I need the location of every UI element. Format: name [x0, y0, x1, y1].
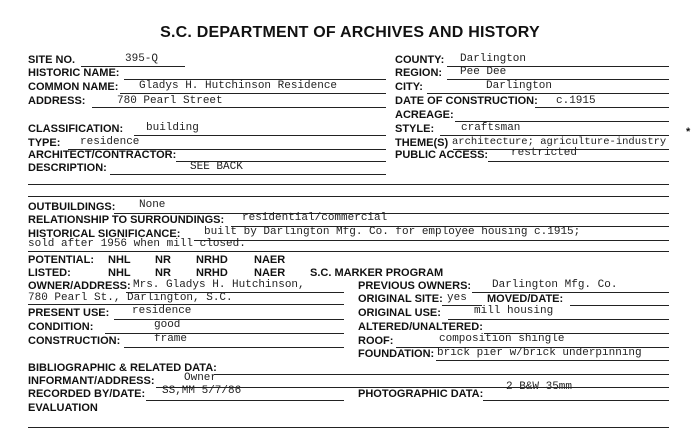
outbuildings-label: OUTBUILDINGS:	[28, 201, 116, 213]
marker-program-label: S.C. MARKER PROGRAM	[310, 267, 444, 279]
historical-significance-line	[194, 240, 669, 241]
previous-owners-label: PREVIOUS OWNERS:	[358, 280, 472, 292]
construction-label: CONSTRUCTION:	[28, 335, 121, 347]
altered-label: ALTERED/UNALTERED:	[358, 321, 483, 333]
description-value: SEE BACK	[190, 161, 243, 173]
listed-nhl: NHL	[108, 267, 131, 279]
date-construction-value: c.1915	[556, 95, 596, 107]
style-value: craftsman	[461, 122, 521, 134]
form-title: S.C. DEPARTMENT OF ARCHIVES AND HISTORY	[160, 24, 540, 41]
listed-nr: NR	[155, 267, 171, 279]
outbuildings-value: None	[139, 199, 166, 211]
historic-name-label: HISTORIC NAME:	[28, 67, 120, 79]
photographic-value: 2 B&W 35mm	[506, 381, 573, 393]
county-value: Darlington	[460, 53, 527, 65]
type-label: TYPE:	[28, 137, 61, 149]
owner-address-value-2: 780 Pearl St., Darlington, S.C.	[28, 292, 233, 304]
roof-value: composition shingle	[439, 333, 565, 345]
bibliographic-line	[214, 374, 669, 375]
owner-address-label: OWNER/ADDRESS:	[28, 280, 131, 292]
present-use-line	[114, 319, 344, 320]
photographic-line	[483, 400, 669, 401]
relationship-label: RELATIONSHIP TO SURROUNDINGS:	[28, 214, 225, 226]
public-access-label: PUBLIC ACCESS:	[395, 149, 489, 161]
public-access-value: restricted	[511, 147, 578, 159]
informant-label: INFORMANT/ADDRESS:	[28, 375, 155, 387]
previous-owners-value: Darlington Mfg. Co.	[492, 279, 618, 291]
photographic-label: PHOTOGRAPHIC DATA:	[358, 388, 484, 400]
themes-value: architecture; agriculture-industry	[452, 136, 667, 148]
construction-value: frame	[154, 333, 188, 345]
recorded-label: RECORDED BY/DATE:	[28, 388, 146, 400]
listed-nrhd: NRHD	[196, 267, 228, 279]
city-label: CITY:	[395, 81, 423, 93]
city-line	[427, 93, 669, 94]
roof-label: ROOF:	[358, 335, 394, 347]
type-value: residence	[80, 136, 140, 148]
description-blank-line-1	[28, 184, 669, 185]
style-label: STYLE:	[395, 123, 435, 135]
region-line	[447, 79, 669, 80]
condition-value: good	[154, 319, 181, 331]
section-divider	[28, 251, 669, 252]
original-use-value: mill housing	[474, 305, 554, 317]
condition-label: CONDITION:	[28, 321, 94, 333]
recorded-line	[146, 400, 344, 401]
historical-significance-label: HISTORICAL SIGNIFICANCE:	[28, 228, 181, 240]
historical-significance-value-2: sold after 1956 when mill closed.	[28, 238, 246, 250]
classification-line	[134, 135, 386, 136]
public-access-line	[488, 161, 669, 162]
potential-nr: NR	[155, 254, 171, 266]
foundation-value: brick pier w/brick underpinning	[437, 347, 642, 359]
potential-naer: NAER	[254, 254, 286, 266]
potential-nrhd: NRHD	[196, 254, 228, 266]
common-name-label: COMMON NAME:	[28, 81, 119, 93]
condition-line	[105, 333, 344, 334]
recorded-value: SS,MM 5/7/86	[162, 385, 242, 397]
date-construction-label: DATE OF CONSTRUCTION:	[395, 95, 538, 107]
original-site-label: ORIGINAL SITE:	[358, 293, 443, 305]
city-value: Darlington	[486, 80, 553, 92]
owner-address-value-1: Mrs. Gladys H. Hutchinson,	[133, 279, 305, 291]
relationship-value: residential/commercial	[242, 212, 388, 224]
present-use-label: PRESENT USE:	[28, 307, 110, 319]
address-value: 780 Pearl Street	[117, 95, 223, 107]
description-line	[110, 174, 386, 175]
informant-value: Owner	[184, 372, 218, 384]
listed-naer: NAER	[254, 267, 286, 279]
moved-date-line	[570, 305, 669, 306]
county-label: COUNTY:	[395, 54, 445, 66]
original-use-label: ORIGINAL USE:	[358, 307, 441, 319]
bibliographic-label: BIBLIOGRAPHIC & RELATED DATA:	[28, 362, 217, 374]
common-name-line	[120, 93, 386, 94]
address-label: ADDRESS:	[28, 95, 86, 107]
evaluation-line	[28, 427, 669, 428]
historical-significance-value-1: built by Darlington Mfg. Co. for employee housing c.1915;	[204, 226, 581, 238]
themes-asterisk: *	[686, 126, 691, 138]
potential-label: POTENTIAL:	[28, 254, 94, 266]
description-label: DESCRIPTION:	[28, 162, 107, 174]
evaluation-label: EVALUATION	[28, 402, 98, 414]
present-use-value: residence	[132, 305, 192, 317]
region-value: Pee Dee	[460, 66, 507, 78]
architect-label: ARCHITECT/CONTRACTOR:	[28, 149, 177, 161]
original-site-value: yes	[447, 292, 467, 304]
region-label: REGION:	[395, 67, 443, 79]
site-no-label: SITE NO.	[28, 54, 76, 66]
classification-label: CLASSIFICATION:	[28, 123, 124, 135]
original-use-line	[448, 319, 669, 320]
construction-line	[124, 347, 344, 348]
site-no-value: 395-Q	[125, 53, 159, 65]
description-blank-line-2	[28, 196, 669, 197]
foundation-label: FOUNDATION:	[358, 348, 435, 360]
themes-label: THEME(S)	[395, 137, 449, 149]
moved-date-label: MOVED/DATE:	[487, 293, 564, 305]
acreage-label: ACREAGE:	[395, 109, 454, 121]
listed-label: LISTED:	[28, 267, 71, 279]
foundation-line	[436, 360, 669, 361]
classification-value: building	[146, 122, 199, 134]
potential-nhl: NHL	[108, 254, 131, 266]
common-name-value: Gladys H. Hutchinson Residence	[139, 80, 338, 92]
